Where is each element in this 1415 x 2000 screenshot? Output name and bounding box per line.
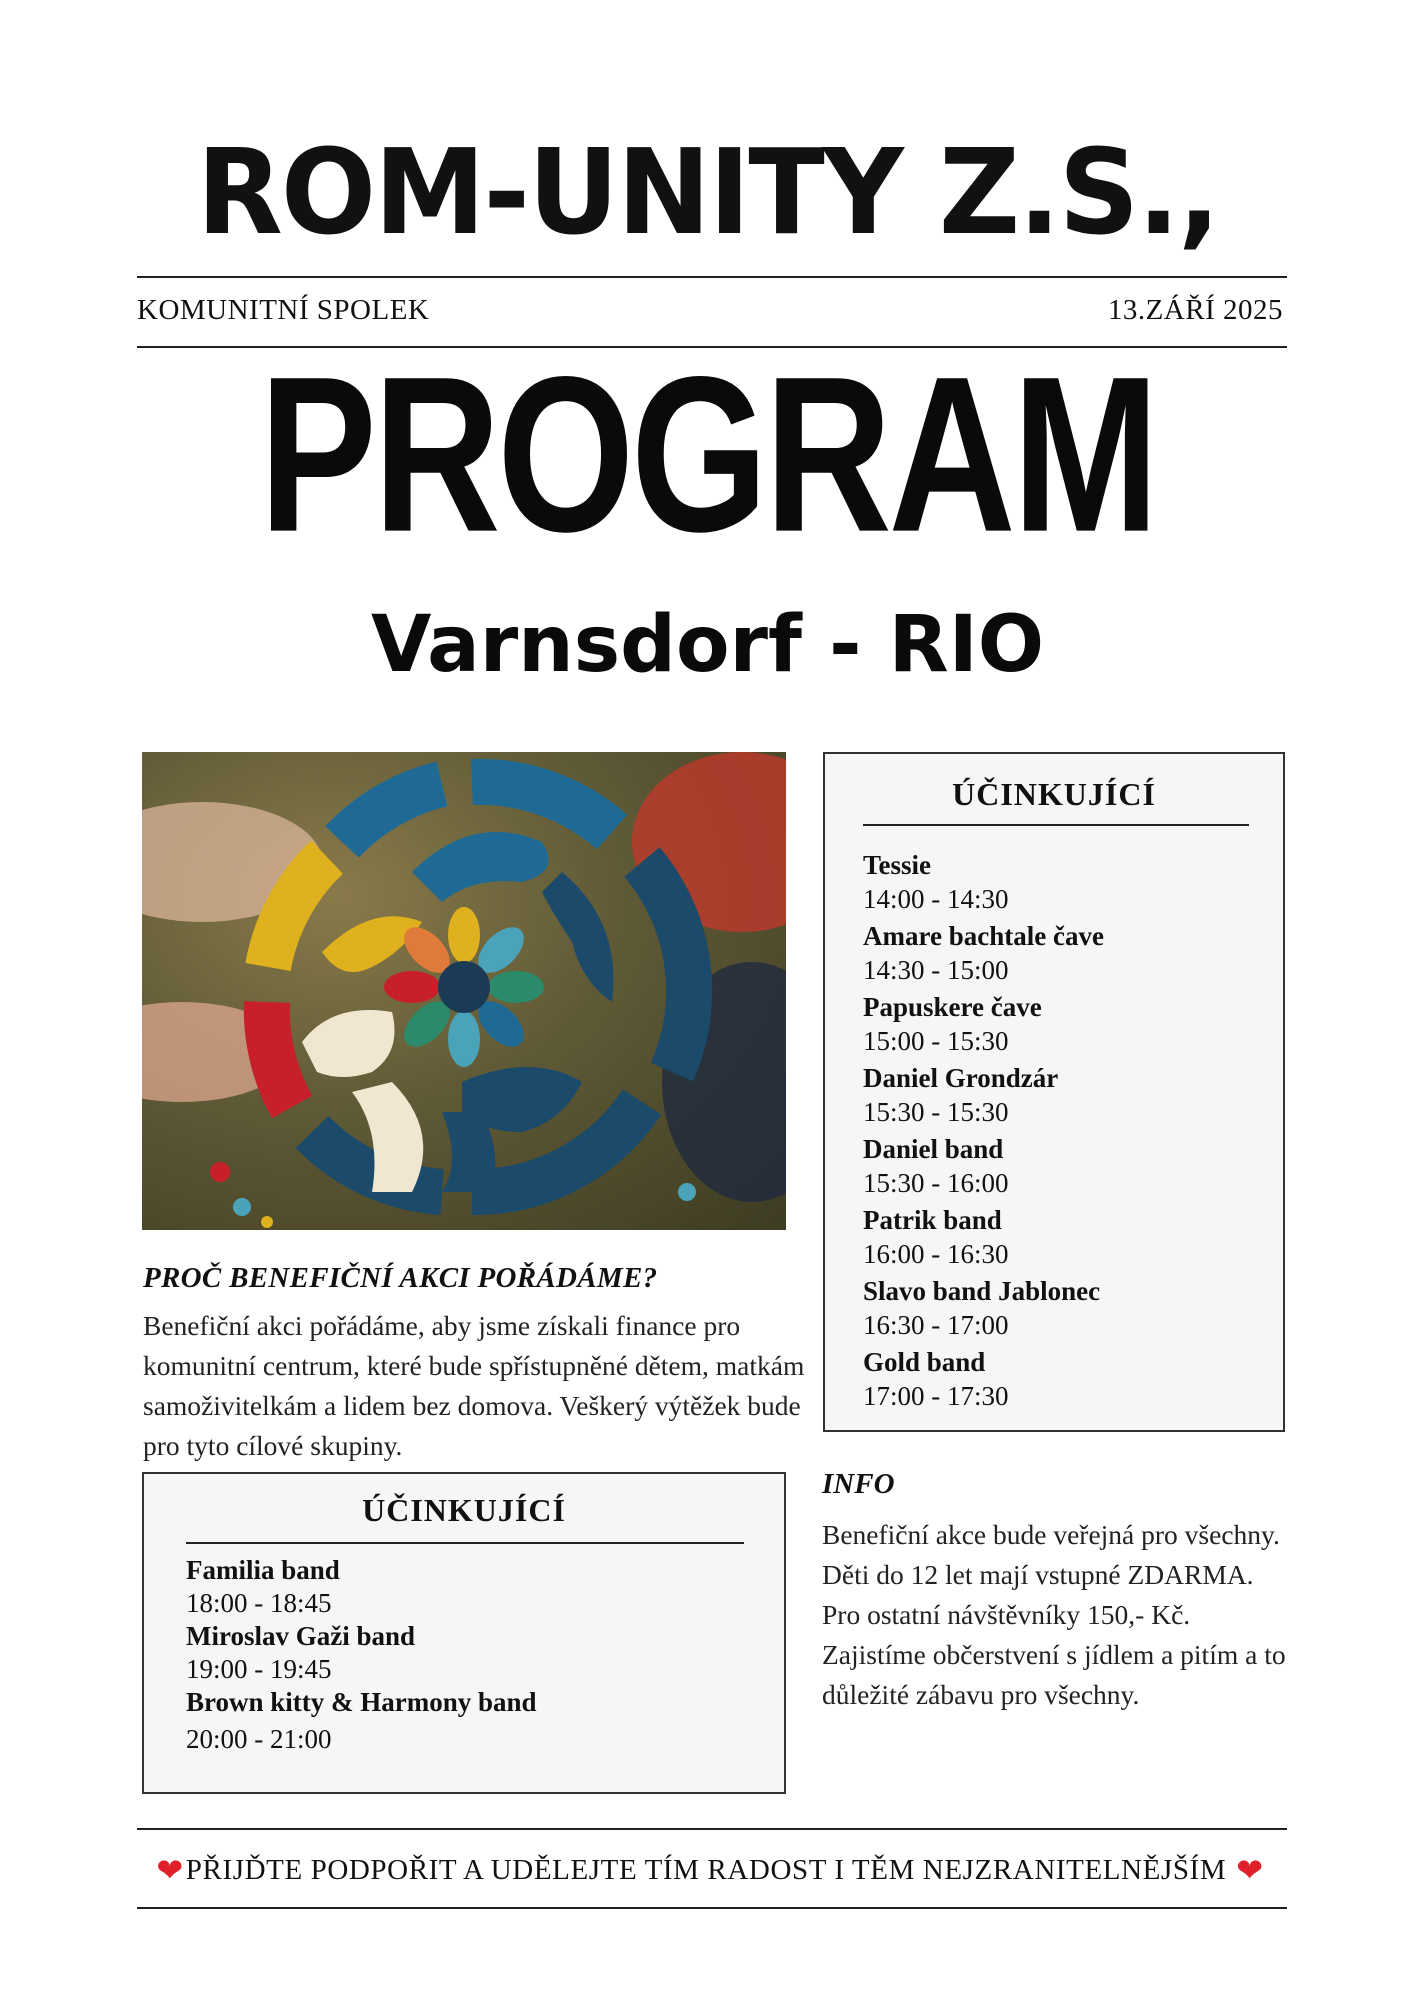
list-item <box>863 1274 1104 1342</box>
performer-name: Miroslav Gaži band <box>186 1621 416 1651</box>
unity-illustration <box>142 752 786 1230</box>
performers-box-evening <box>142 1472 786 1794</box>
list-item <box>186 1554 537 1620</box>
why-heading: PROČ BENEFIČNÍ AKCI POŘÁDÁME? <box>143 1262 658 1294</box>
organization-type: KOMUNITNÍ SPOLEK <box>137 293 430 326</box>
performer-list <box>186 1554 537 1756</box>
performer-name: Tessie <box>863 850 932 880</box>
info-paragraph: Benefiční akce bude veřejná pro všechny. Děti do 12 let mají vstupné ZDARMA. Pro ostatní návštěvníky 150,- Kč. Zajistíme občerstvení s jídlem a pitím a to důležité zábavu pro všechny. <box>822 1519 1286 1710</box>
performer-time: 15:00 - 15:30 <box>863 1026 1009 1056</box>
performer-time: 14:30 - 15:00 <box>863 955 1009 985</box>
performers-box-rule <box>863 824 1249 826</box>
masthead-meta-row <box>137 290 1287 330</box>
performer-time: 16:30 - 17:00 <box>863 1310 1009 1340</box>
performer-name: Patrik band <box>863 1205 1002 1235</box>
performer-name: Familia band <box>186 1555 340 1585</box>
hands-circle-icon <box>142 752 786 1230</box>
performers-box-afternoon <box>823 752 1285 1432</box>
footer-bottom-rule <box>137 1907 1287 1909</box>
performer-name: Slavo band Jablonec <box>863 1276 1101 1306</box>
performer-name: Gold band <box>863 1347 986 1377</box>
heart-icon: ❤ <box>156 1851 184 1889</box>
performer-time: 19:00 - 19:45 <box>186 1654 332 1684</box>
performer-name: Papuskere čave <box>863 992 1042 1022</box>
performer-name: Brown kitty & Harmony band <box>186 1687 537 1717</box>
performer-time: 17:00 - 17:30 <box>863 1381 1009 1411</box>
performer-list <box>863 848 1104 1416</box>
venue-subtitle: Varnsdorf - RIO <box>370 600 1045 690</box>
performer-time: 15:30 - 15:30 <box>863 1097 1009 1127</box>
info-heading: INFO <box>822 1468 895 1500</box>
list-item <box>863 1132 1104 1200</box>
performer-time: 16:00 - 16:30 <box>863 1239 1009 1269</box>
event-date: 13.ZÁŘÍ 2025 <box>1107 293 1283 326</box>
performer-name: Daniel Grondzár <box>863 1063 1059 1093</box>
list-item <box>186 1686 537 1756</box>
performer-time: 14:00 - 14:30 <box>863 884 1009 914</box>
heart-icon: ❤ <box>1236 1851 1264 1889</box>
why-paragraph: Benefiční akci pořádáme, aby jsme získali finance pro komunitní centrum, které bude spřístupněné dětem, matkám samoživitelkám a lidem bez domova. Veškerý výtěžek bude pro tyto cílové skupiny. <box>143 1310 805 1461</box>
masthead-title: ROM-UNITY Z.S., <box>196 124 1219 262</box>
list-item <box>186 1620 537 1686</box>
performers-box-title: ÚČINKUJÍCÍ <box>952 776 1156 812</box>
performer-time: 15:30 - 16:00 <box>863 1168 1009 1198</box>
list-item <box>863 1061 1104 1129</box>
list-item <box>863 1203 1104 1271</box>
performer-time: 18:00 - 18:45 <box>186 1588 332 1618</box>
masthead-top-rule <box>137 276 1287 278</box>
flower-icon <box>384 907 544 1067</box>
footer-top-rule <box>137 1828 1287 1830</box>
performer-name: Amare bachtale čave <box>863 921 1104 951</box>
footer-message: PŘIJĎTE PODPOŘIT A UDĚLEJTE TÍM RADOST I TĚM NEJZRANITELNĚJŠÍM <box>185 1853 1227 1886</box>
performer-time: 20:00 - 21:00 <box>186 1724 332 1754</box>
list-item <box>863 1345 1104 1413</box>
performers-box-rule <box>186 1542 744 1544</box>
footer-banner <box>120 1848 1300 1892</box>
list-item <box>863 848 1104 916</box>
list-item <box>863 919 1104 987</box>
performers-box-title: ÚČINKUJÍCÍ <box>362 1492 566 1528</box>
page-title: PROGRAM <box>259 330 1156 579</box>
performer-name: Daniel band <box>863 1134 1004 1164</box>
list-item <box>863 990 1104 1058</box>
